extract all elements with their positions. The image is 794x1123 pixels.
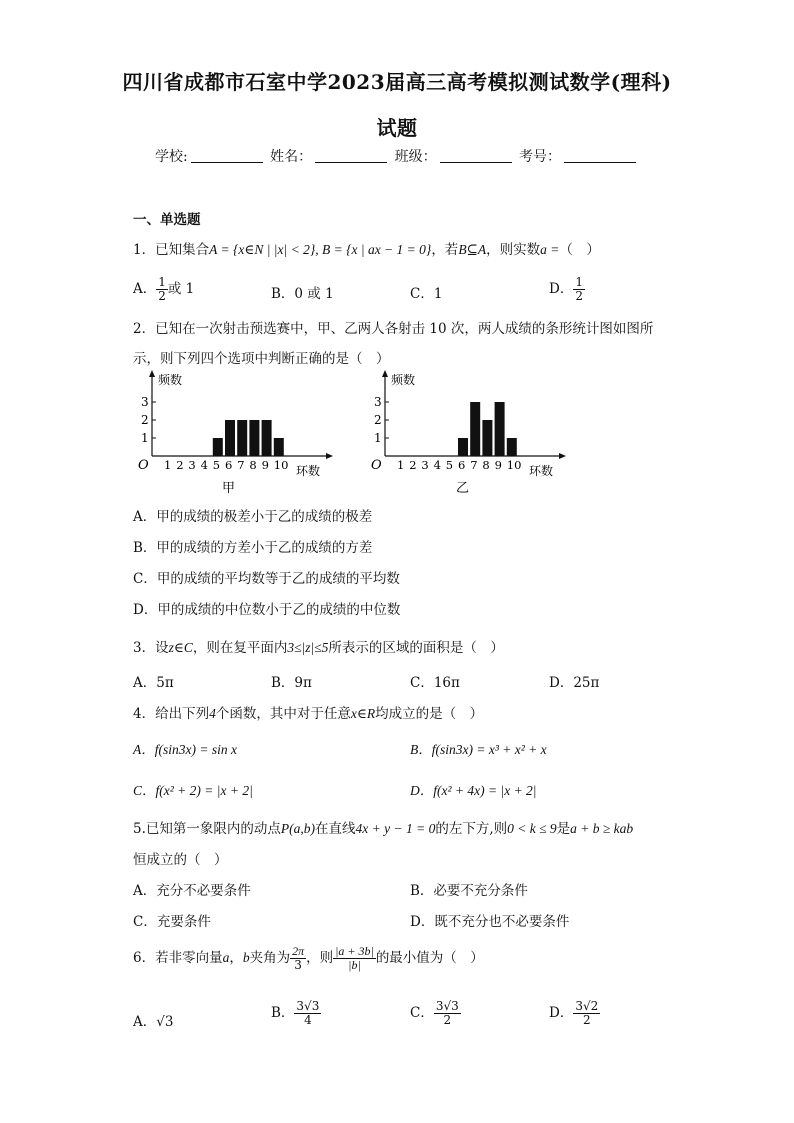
chart-yi [363,368,583,498]
x-axis-label: 环数 [529,464,554,478]
numerator: |a + 3b| [335,944,374,958]
q3-option-b[interactable]: B．9π [271,675,312,691]
x-tick-label: 6 [225,458,233,472]
y-tick-label: 3 [374,395,382,409]
q6-mid: 夹角为 [249,950,291,966]
x-tick-label: 5 [212,458,221,472]
x-tick-label: 8 [482,458,490,472]
q6-tail: 的最小值为（ ） [375,950,484,966]
chart-caption: 甲 [222,481,236,496]
name-blank[interactable] [315,162,387,163]
chart-caption: 乙 [456,481,470,496]
x-tick-label: 7 [237,458,245,472]
x-tick-label: 5 [445,458,454,472]
q6-option-d[interactable] [549,1000,600,1027]
bar-7 [237,420,247,456]
question-6 [133,945,484,972]
q3-option-c[interactable]: C．16π [410,675,460,691]
q3-prefix: 3．设 [133,640,169,656]
q3-z: z∈C [168,640,193,655]
fraction [573,276,585,303]
q2-option-b[interactable]: B．甲的成绩的方差小于乙的成绩的方差 [133,540,373,556]
y-tick-label: 1 [141,431,149,445]
x-axis-arrow [326,453,333,459]
page-title-line2: 试题 [376,116,418,140]
q1-relation: B⊆A [458,242,487,257]
numerator: 3√3 [296,999,320,1013]
denominator: 2 [443,1013,452,1027]
bar-9 [262,420,272,456]
x-tick-label: 3 [421,458,429,472]
q6-option-c[interactable] [410,1000,461,1027]
question-5 [133,817,633,837]
question-1 [133,238,600,258]
class-label: 班级： [394,149,437,165]
x-tick-label: 8 [249,458,257,472]
option-label: B． [271,1005,295,1021]
y-tick-label: 1 [374,431,382,445]
angle-fraction [290,945,306,972]
q2-option-c[interactable]: C．甲的成绩的平均数等于乙的成绩的平均数 [133,571,400,587]
bar-8 [249,420,259,456]
option-label: A． [133,281,157,297]
q5-cond: 0 < k ≤ 9 [507,821,557,836]
q1-var: a = [540,242,560,257]
exam-number-label: 考号： [519,149,562,165]
q5-option-b[interactable]: B．必要不充分条件 [410,883,528,899]
q5-option-a[interactable]: A．充分不必要条件 [133,883,251,899]
q2-line1: 2．已知在一次射击预选赛中，甲、乙两人各射击 10 次，两人成绩的条形统计图如图所 [133,321,654,337]
y-tick-label: 2 [141,413,149,427]
q5-mid2: 的左下方,则 [435,821,508,837]
q4-prefix: 4．给出下列 [133,706,210,722]
q5-line: 4x + y − 1 = 0 [355,821,436,836]
q6-prefix: 6．若非零向量 [133,950,223,966]
q2-line2: 示，则下列四个选项中判断正确的是（ ） [133,351,390,367]
denominator: 4 [304,1013,312,1027]
option-label: C． [410,1005,434,1021]
q6-mid2: ，则 [306,950,334,966]
page-title: 四川省成都市石室中学2023届高三高考模拟测试数学(理科) [122,70,672,94]
section-heading: 一、单选题 [133,212,201,228]
bar-7 [470,402,480,456]
q5-line2: 恒成立的（ ） [133,852,228,868]
numerator: 1 [575,275,583,289]
q1-option-d[interactable] [549,276,585,303]
denominator: 3 [294,958,302,972]
y-axis-label: 频数 [158,373,183,387]
x-tick-label: 10 [273,458,289,472]
y-tick-label: 2 [374,413,382,427]
bar-10 [274,438,284,456]
y-axis-arrow [382,370,388,377]
q6-option-a[interactable]: A．√3 [133,1014,174,1030]
y-axis-label: 频数 [391,373,416,387]
vector-a: a [222,950,230,965]
x-tick-label: 1 [164,458,172,472]
q5-prefix: 5.已知第一象限内的动点 [133,821,281,837]
denominator: 2 [158,289,166,303]
name-label: 姓名： [270,149,313,165]
origin-label: O [371,458,382,473]
q3-option-d[interactable]: D．25π [549,675,600,691]
q4-x: x∈R [350,706,376,721]
q5-mid3: 是 [556,821,571,837]
bar-10 [507,438,517,456]
q5-mid: 在直线 [315,821,356,837]
q4-option-b[interactable]: B．f(sin3x) = x³ + x² + x [410,742,547,757]
fraction [573,1000,600,1027]
x-tick-label: 10 [506,458,522,472]
question-4 [133,702,483,722]
q4-mid: 个函数，其中对于任意 [215,706,351,722]
student-info-line [0,146,794,166]
numerator: 1 [158,275,166,289]
x-axis-arrow [559,453,566,459]
x-tick-label: 7 [470,458,478,472]
q6-option-b[interactable] [271,1000,321,1027]
q1-set-b: , B = {x | ax − 1 = 0} [315,242,432,257]
option-label: D． [549,281,574,297]
q3-ineq: 3≤|z|≤5 [287,640,329,655]
numerator: 3√2 [575,999,599,1013]
bar-5 [213,438,223,456]
x-tick-label: 2 [409,458,417,472]
q4-option-a[interactable]: A．f(sin3x) = sin x [133,742,237,757]
exam-number-blank[interactable] [564,162,636,163]
question-3 [133,636,504,656]
q1-set-a: A = {x∈N | |x| < 2} [209,242,316,257]
fraction [434,1000,461,1027]
school-blank[interactable] [191,162,263,163]
q1-option-c[interactable]: C．1 [410,286,443,302]
bar-8 [482,420,492,456]
x-tick-label: 4 [200,458,208,472]
x-tick-label: 9 [494,458,502,472]
x-tick-label: 3 [188,458,196,472]
denominator: 2 [582,1013,591,1027]
numerator: 2π [292,944,305,958]
fraction [156,276,168,303]
x-tick-label: 1 [397,458,405,472]
q5-point: P(a,b) [280,821,316,836]
bar-6 [458,438,468,456]
q2-option-a[interactable]: A．甲的成绩的极差小于乙的成绩的极差 [133,509,373,525]
q4-option-d[interactable]: D．f(x² + 4x) = |x + 2| [410,783,537,798]
q1-tail: ，则实数 [486,242,541,258]
q4-tail: 均成立的是（ ） [375,706,484,722]
x-axis-label: 环数 [296,464,321,478]
q6-sep: ， [229,950,243,966]
q5-option-c[interactable]: C．充要条件 [133,914,211,930]
q3-option-a[interactable]: A．5π [133,675,174,691]
q5-ineq: a + b ≥ kab [570,821,634,836]
q1-option-a[interactable] [133,276,194,303]
option-tail: 或 1 [167,281,195,297]
x-tick-label: 9 [261,458,269,472]
option-label: D． [549,1005,574,1021]
denominator: |b| [348,958,361,972]
chart-jia [130,368,350,498]
q3-tail: 所表示的区域的面积是（ ） [328,640,504,656]
bar-6 [225,420,235,456]
q4-option-c[interactable]: C．f(x² + 2) = |x + 2| [133,783,253,798]
x-tick-label: 4 [433,458,441,472]
q5-option-d[interactable]: D．既不充分也不必要条件 [410,914,570,930]
fraction [294,1000,321,1027]
school-label: 学校: [154,149,188,165]
q3-mid: ，则在复平面内 [192,640,288,656]
y-axis-arrow [149,370,155,377]
q1-cond: ，若 [431,242,459,258]
vector-b: b [242,950,250,965]
expression-fraction [333,945,376,972]
y-tick-label: 3 [141,395,149,409]
q1-option-b[interactable]: B．0 或 1 [271,286,334,302]
origin-label: O [138,458,149,473]
numerator: 3√3 [435,999,459,1013]
q2-option-d[interactable]: D．甲的成绩的中位数小于乙的成绩的中位数 [133,602,401,618]
q1-paren: （ ） [559,242,600,258]
class-blank[interactable] [440,162,512,163]
q1-prefix: 1．已知集合 [133,242,210,258]
denominator: 2 [575,289,583,303]
q4-count: 4 [209,706,216,721]
x-tick-label: 6 [458,458,466,472]
x-tick-label: 2 [176,458,184,472]
bar-9 [495,402,505,456]
